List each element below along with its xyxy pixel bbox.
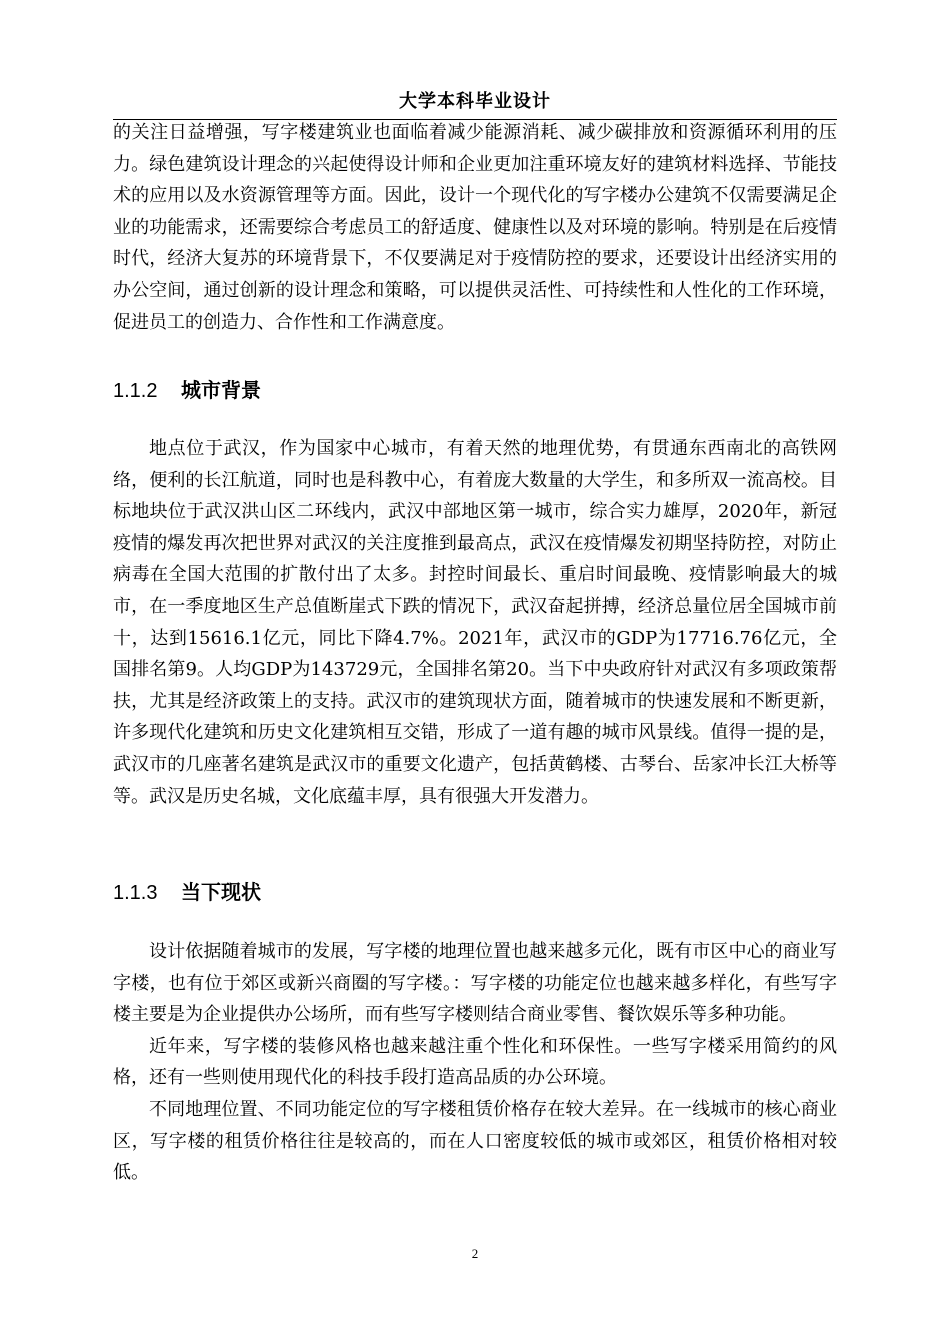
page-number: 2 (471, 1246, 479, 1261)
section-heading-1-1-3 (113, 878, 261, 907)
intro-paragraph: 的关注日益增强，写字楼建筑业也面临着减少能源消耗、减少碳排放和资源循环利用的压力。绿色建筑设计理念的兴起使得设计师和企业更加注重环境友好的建筑材料选择、节能技术的应用以及水资源管理等方面。因此，设计一个现代化的写字楼办公建筑不仅需要满足企业的功能需求，还需要综合考虑员工的舒适度、健康性以及对环境的影响。特别是在后疫情时代，经济大复苏的环境背景下，不仅要满足对于疫情防控的要求，还要设计出经济实用的办公空间，通过创新的设计理念和策略，可以提供灵活性、可持续性和人性化的工作环境，促进员工的创造力、合作性和工作满意度。 (113, 122, 837, 333)
section-title: 城市背景 (181, 378, 261, 402)
current-status-paragraph-2: 近年来，写字楼的装修风格也越来越注重个性化和环保性。一些写字楼采用简约的风格，还有一些则使用现代化的科技手段打造高品质的办公环境。 (113, 1035, 837, 1089)
page-header-title: 大学本科毕业设计 (399, 91, 551, 112)
section-title: 当下现状 (181, 880, 261, 904)
city-background-paragraph: 地点位于武汉，作为国家中心城市，有着天然的地理优势，有贯通东西南北的高铁网络，便利的长江航道，同时也是科教中心，有着庞大数量的大学生，和多所双一流高校。目标地块位于武汉洪山区二环线内，武汉中部地区第一城市，综合实力雄厚，2020年，新冠疫情的爆发再次把世界对武汉的关注度推到最高点，武汉在疫情爆发初期坚持防控，对防止病毒在全国大范围的扩散付出了太多。封控时间最长、重启时间最晚、疫情影响最大的城市，在一季度地区生产总值断崖式下跌的情况下，武汉奋起拼搏，经济总量位居全国城市前十，达到15616.1亿元，同比下降4.7%。2021年，武汉市的GDP为17716.76亿元，全国排名第9。人均GDP为143729元，全国排名第20。当下中央政府针对武汉有多项政策帮扶，尤其是经济政策上的支持。武汉市的建筑现状方面，随着城市的快速发展和不断更新，许多现代化建筑和历史文化建筑相互交错，形成了一道有趣的城市风景线。值得一提的是，武汉市的几座著名建筑是武汉市的重要文化遗产，包括黄鹤楼、古琴台、岳家冲长江大桥等等。武汉是历史名城，文化底蕴丰厚，具有很强大开发潜力。 (113, 438, 837, 807)
section-number: 1.1.3 (113, 882, 158, 904)
current-status-paragraph-3: 不同地理位置、不同功能定位的写字楼租赁价格存在较大差异。在一线城市的核心商业区，写字楼的租赁价格往往是较高的，而在人口密度较低的城市或郊区，租赁价格相对较低。 (113, 1098, 837, 1184)
intro-text-block (113, 117, 837, 338)
section-heading-1-1-2 (113, 376, 261, 405)
current-status-text-block (113, 936, 837, 1189)
current-status-paragraph-1: 设计依据随着城市的发展，写字楼的地理位置也越来越多元化，既有市区中心的商业写字楼，也有位于郊区或新兴商圈的写字楼。：写字楼的功能定位也越来越多样化，有些写字楼主要是为企业提供办公场所，而有些写字楼则结合商业零售、餐饮娱乐等多种功能。 (113, 941, 837, 1026)
section-number: 1.1.2 (113, 380, 158, 402)
city-background-text-block (113, 433, 837, 812)
